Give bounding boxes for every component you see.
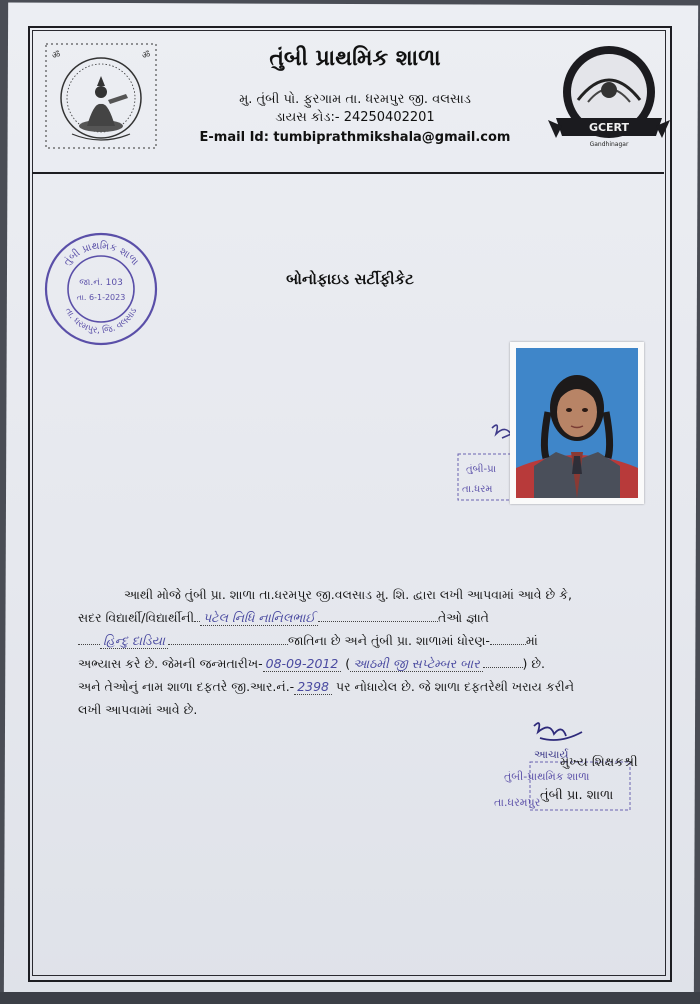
background-edge	[0, 992, 700, 1004]
birth-date-suffix: ) છે.	[522, 656, 546, 671]
svg-text:તુંબી-પ્રાથમિક શાળા: તુંબી-પ્રાથમિક શાળા	[504, 770, 590, 783]
body-line-2	[78, 606, 644, 629]
body-line-4: અભ્યાસ કરે છે. જેમની જન્મતારીખ- 08-09-2012 ( આઠમી જી સપ્ટેમ્બર બાર ) છે.	[78, 656, 546, 671]
gr-label: અને તેઓનું નામ શાળા દફતરે જી.આર.નં.-	[78, 679, 295, 694]
body-line-5	[78, 675, 644, 698]
body-line-6: લખી આપવામાં આવે છે.	[78, 702, 198, 717]
saraswati-logo-icon	[42, 42, 160, 150]
body-line-1: આથી મોજે તુંબી પ્રા. શાળા તા.ધરમપુર જી.વલસાડ મુ. શિ. દ્વારા લખી આપવામાં આવે છે કે,	[124, 587, 572, 602]
svg-text:તુંબી-પ્રા: તુંબી-પ્રા	[466, 464, 497, 475]
birth-date-label: અભ્યાસ કરે છે. જેમની જન્મતારીખ-	[78, 656, 263, 671]
principal-school: તુંબી પ્રા. શાળા	[540, 788, 614, 803]
gcert-logo-icon	[548, 40, 670, 152]
gcert-logo-subtext: Gandhinagar	[589, 141, 629, 148]
school-email: E-mail Id: tumbiprathmikshala@gmail.com	[199, 130, 511, 145]
svg-text:તા.ધરમપુર: તા.ધરમપુર	[494, 796, 541, 809]
stamp-date: તા. 6-1-2023	[76, 293, 126, 302]
stamp-jan-number: જા.નં. 103	[79, 278, 123, 288]
dise-code: ડાયસ કોડ:- 24250402201	[275, 110, 435, 125]
caste-label: તેઓ જ્ઞાતે	[438, 610, 489, 625]
school-name: તુંબી પ્રાથમિક શાળા	[269, 46, 441, 71]
caste-value: હિન્દુ દાડિયા	[100, 633, 168, 649]
student-photo	[510, 342, 644, 504]
svg-text:તુંબી પ્રાથમિક શાળા	[61, 240, 141, 268]
student-photo-image	[516, 348, 638, 498]
birth-date-words: આઠમી જી સપ્ટેમ્બર બાર	[350, 656, 482, 672]
stamp-top-text: તુંબી પ્રાથમિક શાળા	[61, 240, 141, 268]
school-round-stamp	[42, 230, 160, 348]
svg-text:ॐ: ॐ	[52, 51, 61, 61]
standard-suffix: માં	[525, 633, 538, 648]
header-divider	[32, 172, 664, 174]
stamp-bottom-text: તા. ધરમપુર, જિ. વલસાડ	[62, 306, 140, 337]
principal-title: મુખ્ય શિક્ષકશ્રી	[560, 755, 638, 770]
gcert-logo-text: GCERT	[588, 121, 630, 134]
svg-text:ॐ: ॐ	[142, 51, 151, 61]
birth-date: 08-09-2012	[263, 656, 342, 672]
svg-text:આચાર્ય: આચાર્ય	[534, 748, 569, 761]
body-line-3	[78, 629, 644, 652]
gr-number: 2398	[294, 679, 332, 695]
certificate-body	[78, 583, 644, 721]
svg-text:તા.ધરમ: તા.ધરમ	[462, 484, 493, 495]
gr-suffix: પર નોધાયેલ છે. જે શાળા દફતરેથી ખરાય કરીને	[335, 679, 575, 694]
school-address: મુ. તુંબી પો. ફુરગામ તા. ધરમપુર જી. વલસાડ	[239, 92, 471, 107]
student-label: સદર વિદ્યાર્થી/વિદ્યાર્થીની	[78, 610, 195, 625]
student-name: પટેલ નિધિ નાનિલભાઈ	[200, 610, 318, 626]
standard-label: જાતિના છે અને તુંબી પ્રા. શાળામાં ધોરણ-	[287, 633, 490, 648]
certificate-title: બોનોફાઇડ સર્ટીફીકેટ	[286, 270, 414, 288]
